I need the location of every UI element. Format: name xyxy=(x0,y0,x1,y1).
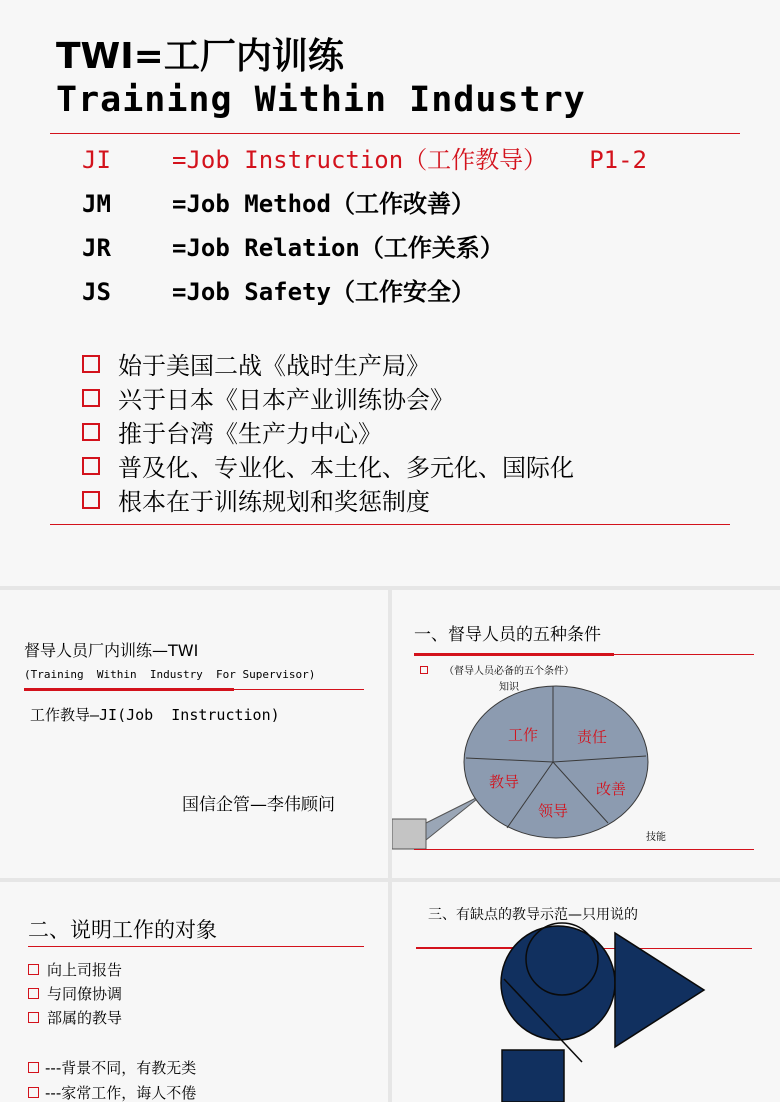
bullet-text: 根本在于训练规划和奖惩制度 xyxy=(118,488,430,516)
target-item xyxy=(28,1007,122,1028)
conditions-pie-diagram xyxy=(392,590,780,878)
title-divider xyxy=(50,133,740,134)
row-js xyxy=(82,272,475,307)
square-bullet-icon xyxy=(28,1062,39,1073)
square-bullet-icon xyxy=(82,423,100,441)
slide-course-title xyxy=(0,590,388,878)
square-bullet-icon xyxy=(28,988,39,999)
principle-text: ---背景不同，有教无类 xyxy=(45,1059,197,1077)
row-ji xyxy=(82,140,647,175)
subtitle-underline xyxy=(24,688,234,691)
label-knowledge: 知识 xyxy=(499,682,519,693)
callout-box xyxy=(392,819,426,849)
square-bullet-icon xyxy=(82,491,100,509)
segment-work-label: 工作 xyxy=(508,726,539,744)
callout-pointer xyxy=(426,795,482,840)
segment-leadership-label: 领导 xyxy=(538,802,569,820)
note-text: （督导人员必备的五个条件） xyxy=(444,666,574,677)
presenter: 国信企管—李伟顾问 xyxy=(182,795,335,815)
targets-heading: 二、说明工作的对象 xyxy=(28,918,217,942)
bullet-text: 始于美国二战《战时生产局》 xyxy=(118,352,430,380)
principle-text: ---家常工作，诲人不倦 xyxy=(45,1084,197,1102)
segment-teaching-label: 教导 xyxy=(489,773,520,791)
target-item xyxy=(28,983,122,1004)
row-ji-code: JI xyxy=(82,146,111,174)
principle-item xyxy=(28,1082,196,1102)
bullet-item xyxy=(82,482,430,517)
heading-underline xyxy=(28,946,364,947)
label-skill: 技能 xyxy=(646,832,666,843)
square-bullet-icon xyxy=(82,389,100,407)
principle-item xyxy=(28,1057,196,1078)
slide-bottom-divider xyxy=(414,849,754,850)
slide-flawed-demo xyxy=(392,882,780,1102)
navy-square-shape xyxy=(502,1050,564,1102)
bottom-divider xyxy=(50,524,730,525)
bullet-text: 兴于日本《日本产业训练协会》 xyxy=(118,386,454,414)
course-title: 督导人员厂内训练—TWI xyxy=(24,641,199,660)
navy-triangle-shape xyxy=(615,933,704,1047)
row-js-text: =Job Safety（工作安全） xyxy=(172,278,475,306)
course-name: 工作教导—JI(Job Instruction) xyxy=(30,706,280,724)
bullet-item xyxy=(82,414,382,449)
slide-title-en: Training Within Industry xyxy=(56,80,586,120)
row-ji-text: =Job Instruction（工作教导） xyxy=(172,146,548,174)
square-bullet-icon xyxy=(28,1012,39,1023)
bullet-item xyxy=(82,380,454,415)
row-jm xyxy=(82,184,475,219)
five-conditions-heading: 一、督导人员的五种条件 xyxy=(414,625,601,645)
target-text: 向上司报告 xyxy=(47,961,123,979)
shapes-illustration xyxy=(392,882,780,1102)
target-item xyxy=(28,959,122,980)
bullet-item xyxy=(82,448,574,483)
row-jm-code: JM xyxy=(82,190,111,218)
course-subtitle: (Training Within Industry For Supervisor) xyxy=(24,668,316,681)
row-jr xyxy=(82,228,504,263)
segment-improvement-label: 改善 xyxy=(596,780,627,798)
slide-explanation-targets xyxy=(0,882,388,1102)
slide-five-conditions xyxy=(392,590,780,878)
row-jr-code: JR xyxy=(82,234,111,262)
square-bullet-icon xyxy=(28,964,39,975)
bullet-item xyxy=(82,346,430,381)
square-bullet-icon xyxy=(28,1087,39,1098)
subtitle-underline-thin xyxy=(234,689,364,690)
row-ji-page: P1-2 xyxy=(589,146,647,174)
bullet-text: 推于台湾《生产力中心》 xyxy=(118,420,382,448)
square-bullet-icon xyxy=(82,457,100,475)
flawed-demo-heading: 三、有缺点的教导示范—只用说的 xyxy=(428,907,638,923)
segment-responsibility-label: 责任 xyxy=(577,728,608,746)
bullet-text: 普及化、专业化、本土化、多元化、国际化 xyxy=(118,454,574,482)
square-bullet-icon xyxy=(82,355,100,373)
target-text: 部属的教导 xyxy=(47,1009,123,1027)
row-jr-text: =Job Relation（工作关系） xyxy=(172,234,504,262)
row-js-code: JS xyxy=(82,278,111,306)
row-jm-text: =Job Method（工作改善） xyxy=(172,190,475,218)
slide-title-cn: TWI=工厂内训练 xyxy=(56,36,344,77)
navy-circle-shape xyxy=(501,926,615,1040)
target-text: 与同僚协调 xyxy=(47,985,123,1003)
